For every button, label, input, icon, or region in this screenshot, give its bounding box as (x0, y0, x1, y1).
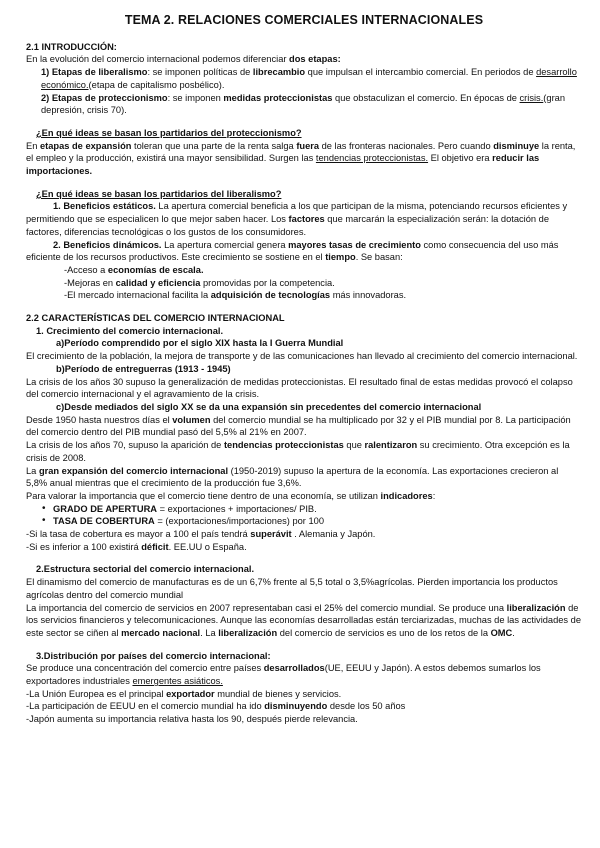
section-2-1-heading: 2.1 INTRODUCCIÓN: (26, 41, 117, 52)
deficit-line: -Si es inferior a 100 existirá déficit. EE.UU o España. (26, 541, 247, 552)
dynamic-benefits-paragraph: 2. Beneficios dinámicos. La apertura comercial genera mayores tasas de crecimiento como consecuencia del uso más eficiente de los recursos productivos. Este crecimiento se sostiene en el tiempo. Se basan: (26, 239, 559, 263)
indicators-list (26, 503, 582, 528)
protectionism-stage-paragraph: 2) Etapas de proteccionismo: se imponen medidas proteccionistas que obstaculizan el comercio. En épocas de crisis.(gran depresión, crisis 70). (41, 92, 566, 116)
country-concentration-text: Se produce una concentración del comercio entre países desarrollados(UE, EEUU y Japón). A estos debemos sumarlos los exportadores industriales emergentes asiáticos. (26, 663, 541, 687)
sectoral-structure-heading: 2.Estructura sectorial del comercio internacional. (36, 564, 255, 575)
liberalism-stage-paragraph: 1) Etapas de liberalismo: se imponen políticas de librecambio que impulsan el intercambio comercial. En periodos de desarrollo económico.(etapa de capitalismo posbélico). (41, 67, 577, 90)
indicator-coverage: • TASA DE COBERTURA = (exportaciones/importaciones) por 100 (42, 515, 582, 528)
protectionism-question: ¿En qué ideas se basan los partidarios del proteccionismo? (36, 127, 302, 138)
period-a-text: El crecimiento de la población, la mejora de transporte y de las comunicaciones han llevado al crecimiento del comercio internacional. (26, 351, 578, 362)
country-distribution-heading: 3.Distribución por países del comercio internacional: (36, 650, 271, 661)
sectoral-manufactures-text: El dinamismo del comercio de manufacturas es de un 6,7% frente al 5,5 total o 3,5%agrícolas. Pierden importancia los productos agrícolas dentro del comercio mundial (26, 577, 558, 600)
benefit-list-item: -Acceso a economías de escala. (64, 264, 204, 275)
intro-paragraph: En la evolución del comercio internacional podemos diferenciar dos etapas: (26, 54, 341, 65)
eu-exporter-line: -La Unión Europea es el principal exportador mundial de bienes y servicios. (26, 688, 342, 699)
benefit-list-item: -Mejoras en calidad y eficiencia promovidas por la competencia. (64, 277, 335, 288)
section-2-2-heading: 2.2 CARACTERÍSTICAS DEL COMERCIO INTERNACIONAL (26, 313, 285, 324)
indicator-openness: • GRADO DE APERTURA = exportaciones + importaciones/ PIB. (42, 503, 582, 516)
surplus-line: -Si la tasa de cobertura es mayor a 100 el país tendrá superávit . Alemania y Japón. (26, 529, 376, 540)
sectoral-services-text: La importancia del comercio de servicios en 2007 representaban casi el 25% del comercio mundial. Se produce una liberalización de los servicios financieros y telecomunicaciones. Aunque las economías desarrolladas están terciarizadas, muchas de las actividades de este sector se ciñen al mercado nacional. La liberalización del comercio de servicios es uno de los retos de la OMC. (26, 602, 582, 638)
period-b-heading: b)Período de entreguerras (1913 - 1945) (56, 363, 231, 374)
period-b-text: La crisis de los años 30 supuso la generalización de medidas proteccionistas. El resultado final de estas medidas provocó el colapso del comercio internacional y el agravamiento de la crisis. (26, 376, 573, 400)
growth-subheading: 1. Crecimiento del comercio internacional. (36, 325, 224, 336)
period-c-expansion-text: La gran expansión del comercio internacional (1950-2019) supuso la apertura de la economía. Las exportaciones crecieron al 5,8% anual mientras que el crecimiento de la producción fue 3,6%. (26, 465, 559, 489)
liberalism-question: ¿En qué ideas se basan los partidarios del liberalismo? (36, 188, 282, 199)
period-c-heading: c)Desde mediados del siglo XX se da una expansión sin precedentes del comercio internacional (56, 401, 482, 412)
usa-share-line: -La participación de EEUU en el comercio mundial ha ido disminuyendo desde los 50 años (26, 701, 406, 712)
japan-line: -Japón aumenta su importancia relativa hasta los 90, después pierde relevancia. (26, 714, 358, 725)
benefit-list-item: -El mercado internacional facilita la adquisición de tecnologías más innovadoras. (64, 290, 407, 301)
static-benefits-paragraph: 1. Beneficios estáticos. La apertura comercial beneficia a los que participan de la misma, potenciando recursos eficientes y permitiendo que se especialicen lo que mejor saben hacer. Los factores que marcarán la especialización serán: la dotación de factores, diferencias tecnológicas o los gustos de los consumidores. (26, 201, 568, 237)
period-a-heading: a)Período comprendido por el siglo XIX hasta la I Guerra Mundial (56, 338, 344, 349)
document-title: TEMA 2. RELACIONES COMERCIALES INTERNACIONALES (124, 13, 484, 27)
indicators-intro: Para valorar la importancia que el comercio tiene dentro de una economía, se utilizan indicadores: (26, 490, 436, 501)
period-c-volume-text: Desde 1950 hasta nuestros días el volumen del comercio mundial se ha multiplicado por 32 y el PIB mundial por 8. La participación del comercio dentro del PIB mundial pasó del 5,5% al 21% en 2007. (26, 414, 571, 438)
period-c-crisis-text: La crisis de los años 70, supuso la aparición de tendencias proteccionistas que ralentizaron su crecimiento. Otra excepción es la crisis de 2008. (26, 440, 570, 463)
protectionism-answer: En etapas de expansión toleran que una parte de la renta salga fuera de las fronteras nacionales. Pero cuando disminuye la renta, el empleo y la producción, existirá una mayor sensibilidad. Surgen las tendencias proteccionistas. El objetivo era reducir las importaciones. (26, 140, 576, 177)
